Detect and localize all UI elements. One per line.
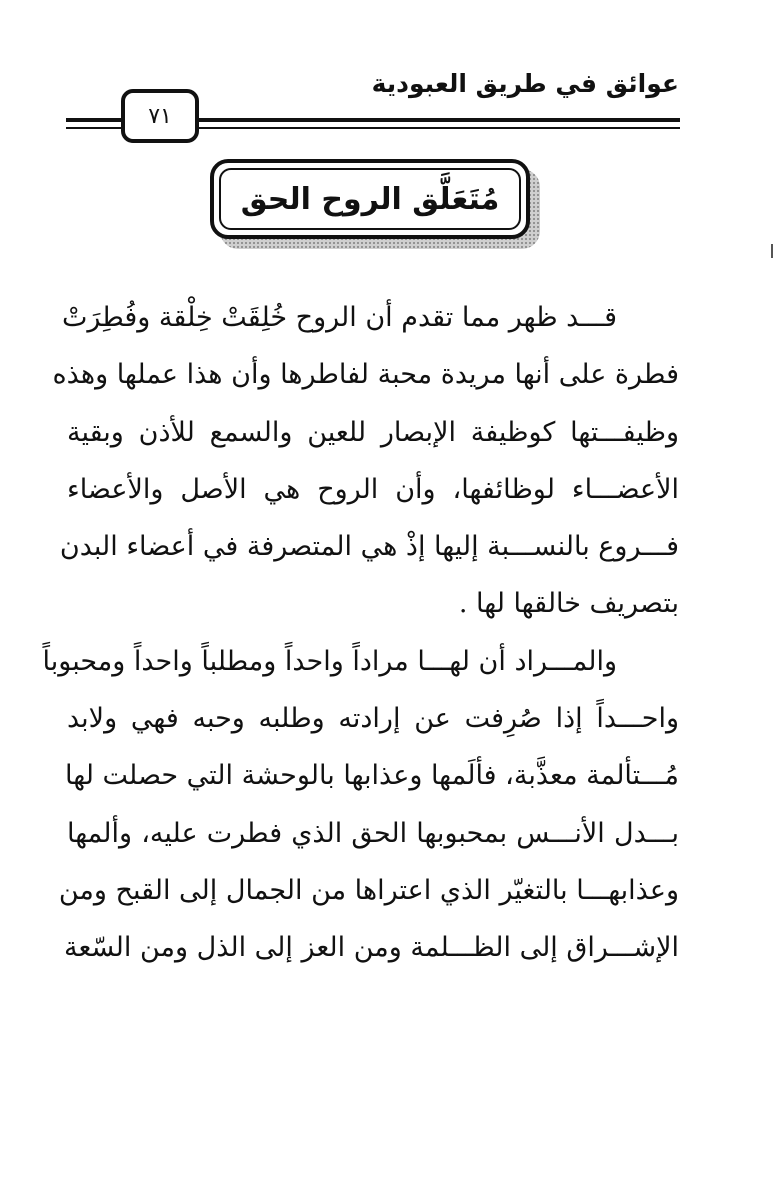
body-line: مُـــتألمة معذَّبة، فألَمها وعذابها بالوحشة التي حصلت لها [65,760,679,792]
body-line: وظيفـــتها كوظيفة الإبصار للعين والسمع للأذن وبقية [67,416,679,448]
body-line: قـــد ظهر مما تقدم أن الروح خُلِقَتْ خِلْقة وفُطِرَتْ [61,302,617,333]
body-line: بتصريف خالقها لها . [458,588,679,620]
page-number: ٧١ [121,89,199,143]
chapter-title: مُتَعَلَّق الروح الحق [219,168,521,230]
running-title: عوائق في طريق العبودية [371,69,679,98]
margin-mark [771,244,773,258]
chapter-title-frame [210,159,530,239]
body-line: والمـــراد أن لهـــا مراداً واحداً ومطلباً واحداً ومحبوباً [42,645,617,677]
body-line: الأعضـــاء لوظائفها، وأن الروح هي الأصل والأعضاء [67,473,679,505]
body-line: فطرة على أنها مريدة محبة لفاطرها وأن هذا عملها وهذه [52,359,679,391]
body-line: فـــروع بالنســـبة إليها إذْ هي المتصرفة في أعضاء البدن [59,531,679,563]
body-line: وعذابهـــا بالتغيّر الذي اعتراها من الجمال إلى القبح ومن [58,874,679,906]
body-text [42,289,679,977]
body-line: بـــدل الأنـــس بمحبوبها الحق الذي فطرت عليه، وألمها [67,817,679,849]
body-line: واحـــداً إذا صُرِفت عن إرادته وطلبه وحبه فهي ولابد [67,703,679,735]
body-line: الإشـــراق إلى الظـــلمة ومن العز إلى الذل ومن السّعة [64,932,679,964]
